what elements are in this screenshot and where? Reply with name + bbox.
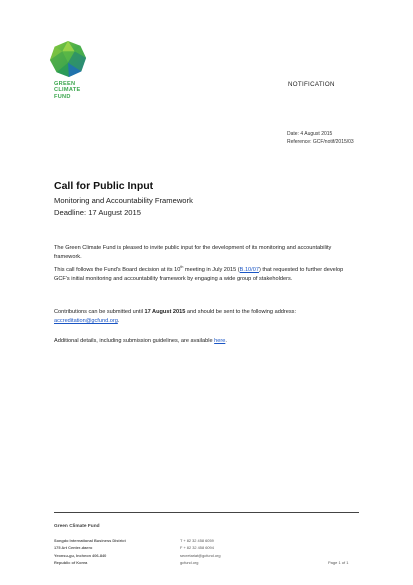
page-number: Page 1 of 1 xyxy=(328,560,349,565)
footer-divider xyxy=(54,512,359,513)
p3-text-before: Contributions can be submitted until xyxy=(54,309,145,315)
logo-line-3: FUND xyxy=(54,93,71,100)
p3-text-after: . xyxy=(117,318,120,324)
footer-address-line: Songdo International Business District xyxy=(54,538,126,543)
footer-address-line: Yeonsu-gu, Incheon 406-840 xyxy=(54,552,107,558)
p4-text-before: Additional details, including submission guidelines, are available xyxy=(54,338,215,344)
details-here-link[interactable]: here xyxy=(214,338,226,344)
details-paragraph xyxy=(54,337,354,346)
footer-address-line: Republic of Korea xyxy=(54,559,88,565)
intro-paragraph: The Green Climate Fund is pleased to invite public input for the development of its monitoring and accountability framework. xyxy=(54,245,332,260)
footer-address-line: 175 Art Center-daero xyxy=(54,545,93,551)
p4-text-after: . xyxy=(225,338,227,344)
document-meta xyxy=(287,130,354,146)
date-line: Date: 4 August 2015 xyxy=(287,131,333,137)
p2-text-middle: meeting in July 2015 ( xyxy=(183,267,240,273)
submission-paragraph xyxy=(54,308,354,326)
gcf-logo-wordmark xyxy=(54,81,81,100)
p2-text-after: ) that requested to further develop GCF's initial monitoring and accountability framework by engaging a wide group of stakeholders. xyxy=(54,267,344,282)
p3-text-middle: and should be sent to the following address: xyxy=(185,309,297,315)
p2-text-before: This call follows the Fund's Board decision at its 10 xyxy=(54,267,181,273)
accreditation-email-link[interactable]: accreditation@gcfund.org xyxy=(54,318,118,324)
footer-fax: F + 82 32 458 6094 xyxy=(180,545,214,551)
notification-label: NOTIFICATION xyxy=(288,81,335,88)
reference-line: Reference: GCF/notif/2015/03 xyxy=(287,139,354,145)
logo-line-1: GREEN xyxy=(54,81,76,87)
logo-line-2: CLIMATE xyxy=(54,87,81,94)
deadline-line: Deadline: 17 August 2015 xyxy=(54,208,141,217)
board-decision-paragraph xyxy=(54,266,354,284)
footer-email: secretariat@gcfund.org xyxy=(180,552,221,558)
footer-contact xyxy=(180,537,221,566)
p3-deadline-bold: 17 August 2015 xyxy=(144,309,186,315)
page-subtitle: Monitoring and Accountability Framework xyxy=(54,196,193,205)
page-title: Call for Public Input xyxy=(54,180,154,192)
footer-address xyxy=(54,537,126,566)
gcf-logo-globe-icon xyxy=(49,40,87,78)
decision-b1007-link[interactable]: B.10/07 xyxy=(239,267,259,273)
footer-org-name: Green Climate Fund xyxy=(54,524,100,529)
footer-website: gcfund.org xyxy=(180,559,199,565)
p2-ordinal-sup: th xyxy=(180,265,184,270)
footer-phone: T + 82 32 458 6059 xyxy=(180,538,214,543)
